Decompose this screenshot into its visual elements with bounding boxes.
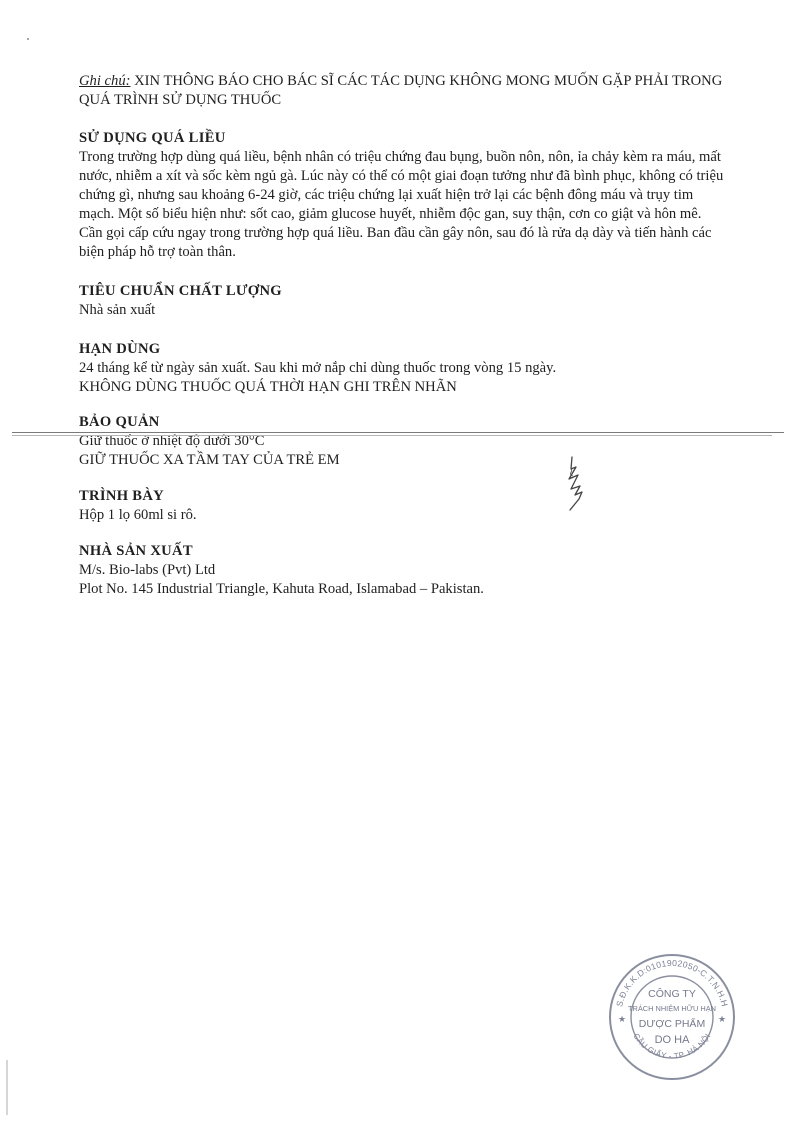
stamp-star-left-icon: ★	[618, 1015, 627, 1025]
presentation-text: Hộp 1 lọ 60ml si rô.	[79, 507, 197, 523]
manufacturer-line-1: M/s. Bio-labs (Pvt) Ltd	[79, 562, 216, 578]
note-block	[79, 72, 729, 110]
scan-rule-line	[12, 432, 784, 433]
company-seal-stamp	[607, 952, 737, 1082]
stamp-line-2: TRÁCH NHIỆM HỮU HẠN	[627, 1004, 717, 1013]
stamp-line-3: DƯỢC PHẨM	[638, 1018, 706, 1030]
manufacturer-heading: NHÀ SẢN XUẤT	[79, 543, 193, 559]
svg-text:S.Đ.K.K.D:0101902050-C.T.N.H.H	[614, 958, 730, 1008]
shelf-life-line-1: 24 tháng kể từ ngày sản xuất. Sau khi mở nắp chỉ dùng thuốc trong vòng 15 ngày.	[79, 360, 557, 376]
presentation-heading: TRÌNH BÀY	[79, 488, 165, 504]
quality-text: Nhà sản xuất	[79, 302, 156, 318]
storage-line-2: GIỮ THUỐC XA TẦM TAY CỦA TRẺ EM	[79, 452, 340, 468]
stamp-ring-text: S.Đ.K.K.D:0101902050-C.T.N.H.H	[614, 957, 730, 1008]
section-storage	[79, 413, 729, 470]
stamp-line-4: DO HA	[654, 1034, 690, 1046]
signature	[558, 455, 590, 511]
section-manufacturer	[79, 542, 729, 599]
shelf-life-line-2: KHÔNG DÙNG THUỐC QUÁ THỜI HẠN GHI TRÊN NHÃN	[79, 379, 457, 395]
scan-edge-mark	[6, 1060, 8, 1115]
shelf-life-heading: HẠN DÙNG	[79, 341, 161, 357]
stamp-bottom-text: CẦU GIẤY - TP. HÀ NỘI	[631, 1031, 713, 1061]
note-text: XIN THÔNG BÁO CHO BÁC SĨ CÁC TÁC DỤNG KHÔNG MONG MUỐN GẶP PHẢI TRONG QUÁ TRÌNH SỬ DỤNG THUỐC	[79, 73, 723, 108]
storage-line-1: Giữ thuốc ở nhiệt độ dưới 30°C	[79, 433, 265, 449]
overdose-paragraph-1: Trong trường hợp dùng quá liều, bệnh nhân có triệu chứng đau bụng, buồn nôn, nôn, ỉa chảy kèm ra máu, mất nước, nhiễm a xít và sốc kèm ngủ gà. Lúc này có thể có một giai đoạn tưởng như đã bình phục, không có triệu chứng gì, nhưng sau khoảng 6-24 giờ, các triệu chứng lại xuất hiện trở lại các bệnh đông máu và trụy tim mạch. Một số biểu hiện như: sốt cao, giảm glucose huyết, nhiễm độc gan, suy thận, cơn co giật và hôn mê.	[79, 149, 724, 222]
quality-heading: TIÊU CHUẨN CHẤT LƯỢNG	[79, 283, 282, 299]
scan-speck	[27, 38, 29, 40]
stamp-star-right-icon: ★	[718, 1015, 727, 1025]
manufacturer-line-2: Plot No. 145 Industrial Triangle, Kahuta Road, Islamabad – Pakistan.	[79, 581, 484, 597]
overdose-heading: SỬ DỤNG QUÁ LIỀU	[79, 130, 226, 146]
overdose-paragraph-2: Cần gọi cấp cứu ngay trong trường hợp quá liều. Ban đầu cần gây nôn, sau đó là rửa dạ dày và tiến hành các biện pháp hỗ trợ toàn thân.	[79, 225, 712, 260]
section-quality	[79, 282, 729, 320]
note-label: Ghi chú:	[79, 73, 131, 89]
scan-rule-line-faint	[12, 435, 772, 436]
section-overdose	[79, 129, 729, 262]
section-shelf-life	[79, 340, 729, 397]
section-presentation	[79, 487, 729, 525]
storage-heading: BẢO QUẢN	[79, 414, 160, 430]
document-body	[79, 72, 729, 599]
stamp-line-1: CÔNG TY	[648, 988, 696, 1000]
